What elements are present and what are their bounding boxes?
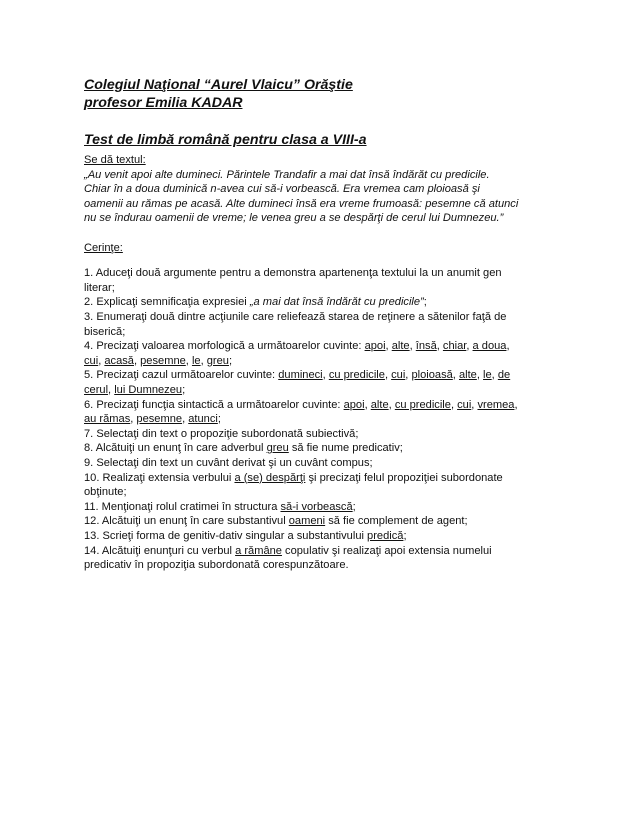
requirement-text: 4. Precizaţi valoarea morfologică a următoarelor cuvinte:: [84, 340, 365, 353]
underlined-word: pesemne: [136, 413, 183, 426]
underlined-word: cerul: [84, 384, 109, 396]
requirement-text: 14. Alcătuiţi enunţuri cu verbul: [84, 544, 236, 557]
quoted-text-line: oamenii au rămas pe acasă. Alte dumineci însă era vreme frumoasă: pesemne că atunci: [84, 197, 519, 210]
requirement-line: [84, 427, 544, 442]
requirement-text: ,: [436, 340, 443, 353]
requirement-text: ;: [403, 529, 407, 542]
requirement-text: ,: [466, 340, 473, 353]
requirement-line: [84, 310, 544, 325]
italic-quote: „a mai dat însă îndărăt cu predicile”: [249, 296, 424, 309]
document-header: [84, 76, 564, 112]
underlined-word: a rămâne: [235, 544, 282, 557]
requirement-line: [84, 471, 544, 486]
requirement-text: ,: [322, 369, 329, 382]
underlined-word: alte: [391, 340, 410, 353]
underlined-word: dumineci: [278, 369, 323, 382]
underlined-word: greu: [266, 442, 289, 455]
requirement-text: biserică;: [84, 325, 126, 338]
school-name: Colegiul Naţional “Aurel Vlaicu” Orăştie: [84, 77, 353, 93]
requirement-line: [84, 383, 544, 398]
requirement-text: ,: [108, 384, 115, 396]
requirement-text: ,: [506, 340, 510, 353]
requirement-text: ,: [130, 413, 137, 426]
requirement-text: şi precizaţi felul propoziţiei subordonate: [305, 471, 503, 484]
underlined-word: acasă: [104, 354, 134, 367]
requirement-line: [84, 558, 544, 573]
quoted-text-line: „Au venit apoi alte dumineci. Părintele Trandafir a mai dat însă îndărăt cu predicile.: [84, 168, 490, 181]
requirement-text: ,: [491, 369, 498, 382]
underlined-word: însă: [415, 340, 437, 353]
requirement-line: [84, 398, 544, 413]
underlined-word: au rămas: [84, 413, 131, 426]
requirement-line: [84, 295, 544, 310]
test-title: Test de limbă română pentru clasa a VIII-a: [84, 132, 367, 148]
requirement-text: 9. Selectaţi din text un cuvânt derivat şi un cuvânt compus;: [84, 456, 373, 469]
underlined-word: chiar: [442, 340, 467, 353]
requirement-text: ,: [452, 369, 459, 382]
requirement-text: ;: [352, 500, 356, 513]
requirement-text: ,: [384, 369, 392, 382]
requirement-text: ,: [471, 398, 478, 411]
requirement-line: [84, 339, 544, 354]
requirement-text: 11. Menţionaţi rolul cratimei în structura: [84, 500, 281, 513]
underlined-word: lui Dumnezeu: [114, 384, 183, 396]
requirement-text: 8. Alcătuiţi un enunţ în care adverbul: [84, 442, 267, 455]
underlined-word: de: [497, 369, 511, 382]
requirement-text: 7. Selectaţi din text o propoziţie subordonată subiectivă;: [84, 427, 359, 440]
requirement-text: ,: [514, 398, 518, 411]
underlined-word: a (se) despărţi: [234, 471, 306, 484]
underlined-word: apoi: [364, 340, 386, 353]
requirement-text: ,: [405, 369, 412, 382]
requirement-line: [84, 354, 544, 369]
requirement-text: obţinute;: [84, 486, 127, 499]
underlined-word: le: [191, 354, 201, 367]
requirements-list: [84, 266, 544, 572]
requirement-line: [84, 441, 544, 456]
requirement-line: [84, 456, 544, 471]
requirement-line: [84, 514, 544, 529]
quoted-text: [84, 168, 544, 226]
requirement-text: ;: [182, 384, 186, 396]
underlined-word: alte: [458, 369, 477, 382]
requirement-line: [84, 529, 544, 544]
document-body: [84, 153, 544, 573]
requirement-text: ,: [476, 369, 484, 382]
underlined-word: apoi: [343, 398, 365, 411]
teacher-name: profesor Emilia KADAR: [84, 95, 243, 111]
requirement-text: 6. Precizaţi funcţia sintactică a următoarelor cuvinte:: [84, 398, 344, 411]
requirement-text: ;: [228, 354, 233, 367]
requirement-text: ,: [364, 398, 371, 411]
requirement-text: 3. Enumeraţi două dintre acţiunile care reliefează starea de reţinere a sătenilor faţă de: [84, 311, 507, 324]
requirement-line: [84, 266, 544, 281]
underlined-word: cui: [391, 369, 406, 382]
underlined-word: cu predicile: [394, 398, 451, 411]
underlined-word: cui: [84, 354, 99, 367]
quoted-text-line: nu se îndurau oamenii de vreme; le venea greu a se despărţi de cerul lui Dumnezeu.”: [84, 212, 504, 225]
underlined-word: alte: [370, 398, 389, 411]
requirement-text: ,: [200, 354, 207, 367]
underlined-word: a doua: [472, 340, 507, 353]
underlined-word: cu predicile: [328, 369, 385, 382]
requirement-text: predicativ în propoziţia subordonată corespunzătoare.: [84, 559, 349, 572]
underlined-word: atunci: [188, 413, 218, 426]
requirement-line: [84, 368, 544, 383]
requirement-text: ,: [133, 354, 141, 367]
requirement-text: ;: [423, 296, 427, 309]
underlined-word: vremea: [477, 398, 515, 411]
underlined-word: să-i vorbească: [280, 500, 353, 513]
requirement-text: ,: [185, 354, 192, 367]
requirement-text: ,: [182, 413, 189, 426]
requirement-text: ,: [385, 340, 392, 353]
underlined-word: pesemne: [140, 354, 186, 367]
requirement-line: [84, 485, 544, 500]
requirement-text: 1. Aduceţi două argumente pentru a demonstra apartenenţa textului la un anumit gen: [84, 267, 502, 280]
requirement-text: ,: [450, 398, 458, 411]
underlined-word: cui: [457, 398, 472, 411]
requirement-text: să fie nume predicativ;: [288, 442, 403, 455]
requirement-text: 5. Precizaţi cazul următoarelor cuvinte:: [84, 369, 279, 382]
requirement-text: 12. Alcătuiţi un enunţ în care substantivul: [84, 515, 289, 528]
requirement-text: 13. Scrieţi forma de genitiv-dativ singular a substantivului: [84, 529, 368, 542]
text-intro: Se dă textul:: [84, 154, 146, 166]
underlined-word: le: [483, 369, 492, 382]
requirement-text: 2. Explicaţi semnificaţia expresiei: [84, 296, 250, 309]
requirement-text: ;: [217, 413, 221, 426]
requirements-heading: Cerinţe:: [84, 241, 123, 254]
requirement-text: 10. Realizaţi extensia verbului: [84, 471, 235, 484]
requirement-text: ,: [98, 354, 105, 367]
requirement-text: ,: [409, 340, 416, 353]
requirement-text: literar;: [84, 281, 115, 294]
requirement-line: [84, 325, 544, 340]
requirement-line: [84, 544, 544, 559]
requirement-text: ,: [388, 398, 395, 411]
requirement-line: [84, 281, 544, 296]
underlined-word: oameni: [288, 515, 326, 528]
quoted-text-line: Chiar în a doua duminică n-avea cui să-i vorbească. Era vremea cam ploioasă şi: [84, 183, 480, 196]
underlined-word: greu: [206, 354, 229, 367]
requirement-line: [84, 500, 544, 515]
requirement-text: să fie complement de agent;: [325, 515, 468, 528]
underlined-word: predică: [367, 529, 404, 542]
requirement-line: [84, 412, 544, 427]
underlined-word: ploioasă: [411, 369, 453, 382]
requirement-text: copulativ şi realizaţi apoi extensia numelui: [281, 544, 492, 557]
